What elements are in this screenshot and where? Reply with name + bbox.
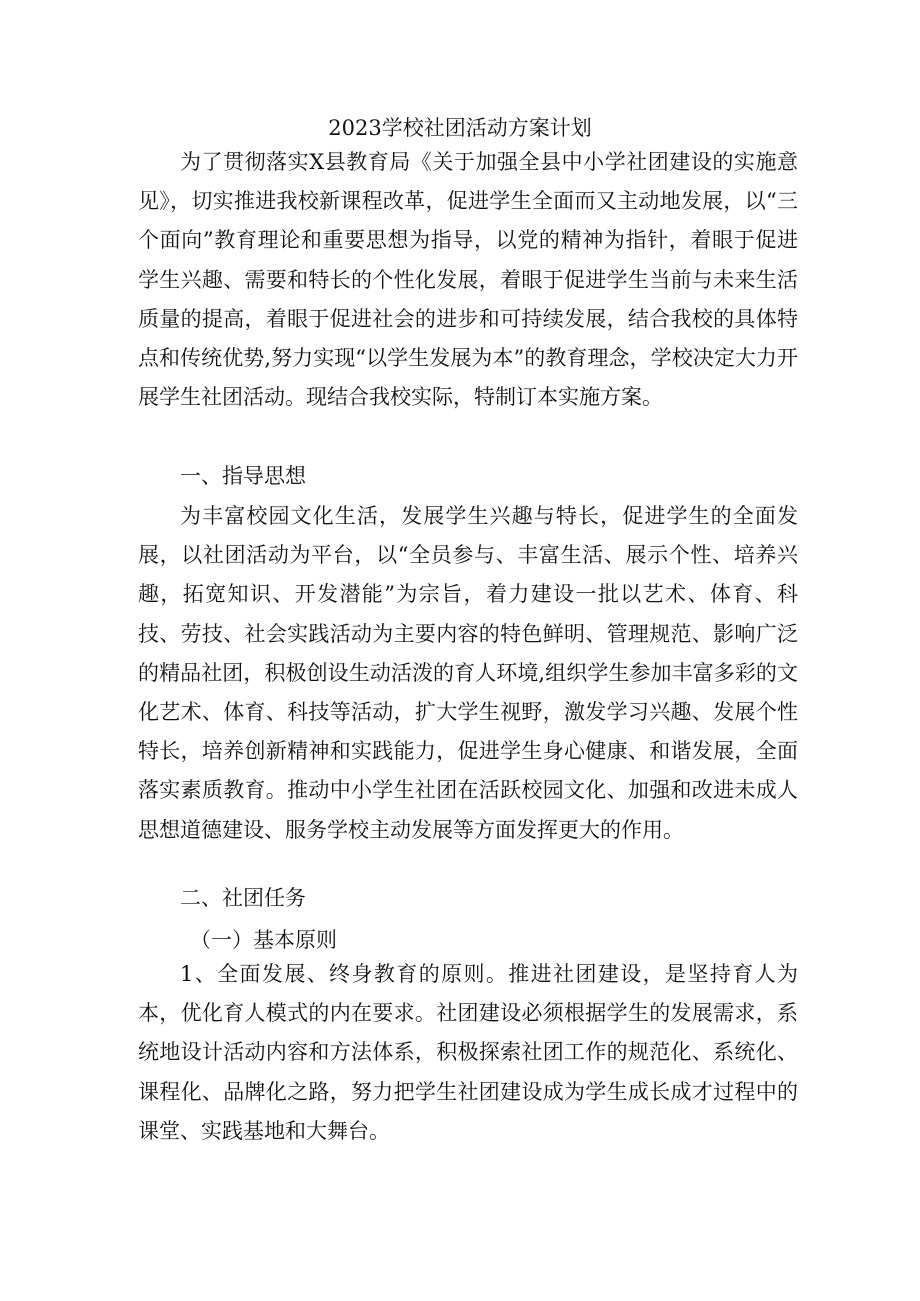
intro-paragraph: 为了贯彻落实X县教育局《关于加强全县中小学社团建设的实施意见》，切实推进我校新课程改革，促进学生全面而又主动地发展，以“三个面向”教育理论和重要思想为指导，以党的精神为指针，着眼于促进学生兴趣、需要和特长的个性化发展，着眼于促进学生当前与未来生活质量的提高，着眼于促进社会的进步和可持续发展，结合我校的具体特点和传统优势,努力实现“以学生发展为本”的教育理念，学校决定大力开展学生社团活动。现结合我校实际，特制订本实施方案。	[138, 150, 798, 410]
principle-paragraph: 1、全面发展、终身教育的原则。推进社团建设，是坚持育人为本，优化育人模式的内在要求。社团建设必须根据学生的发展需求，系统地设计活动内容和方法体系，积极探索社团工作的规范化、系统化、课程化、品牌化之路，努力把学生社团建设成为学生成长成才过程中的课堂、实践基地和大舞台。	[138, 962, 798, 1143]
guiding-ideology-paragraph: 为丰富校园文化生活，发展学生兴趣与特长，促进学生的全面发展，以社团活动为平台，以“全员参与、丰富生活、展示个性、培养兴趣，拓宽知识、开发潜能”为宗旨，着力建设一批以艺术、体育、科技、劳技、社会实践活动为主要内容的特色鲜明、管理规范、影响广泛的精品社团，积极创设生动活泼的育人环境,组织学生参加丰富多彩的文化艺术、体育、科技等活动，扩大学生视野，激发学习兴趣、发展个性特长，培养创新精神和实践能力，促进学生身心健康、和谐发展，全面落实素质教育。推动中小学生社团在活跃校园文化、加强和改进未成人思想道德建设、服务学校主动发展等方面发挥更大的作用。	[138, 504, 798, 842]
section-heading-club-tasks: 二、社团任务	[180, 886, 306, 910]
subsection-heading-basic-principles: （一）基本原则	[190, 928, 337, 952]
section-heading-guiding-ideology: 一、指导思想	[180, 464, 306, 488]
document-title: 2023学校社团活动方案计划	[328, 116, 592, 140]
